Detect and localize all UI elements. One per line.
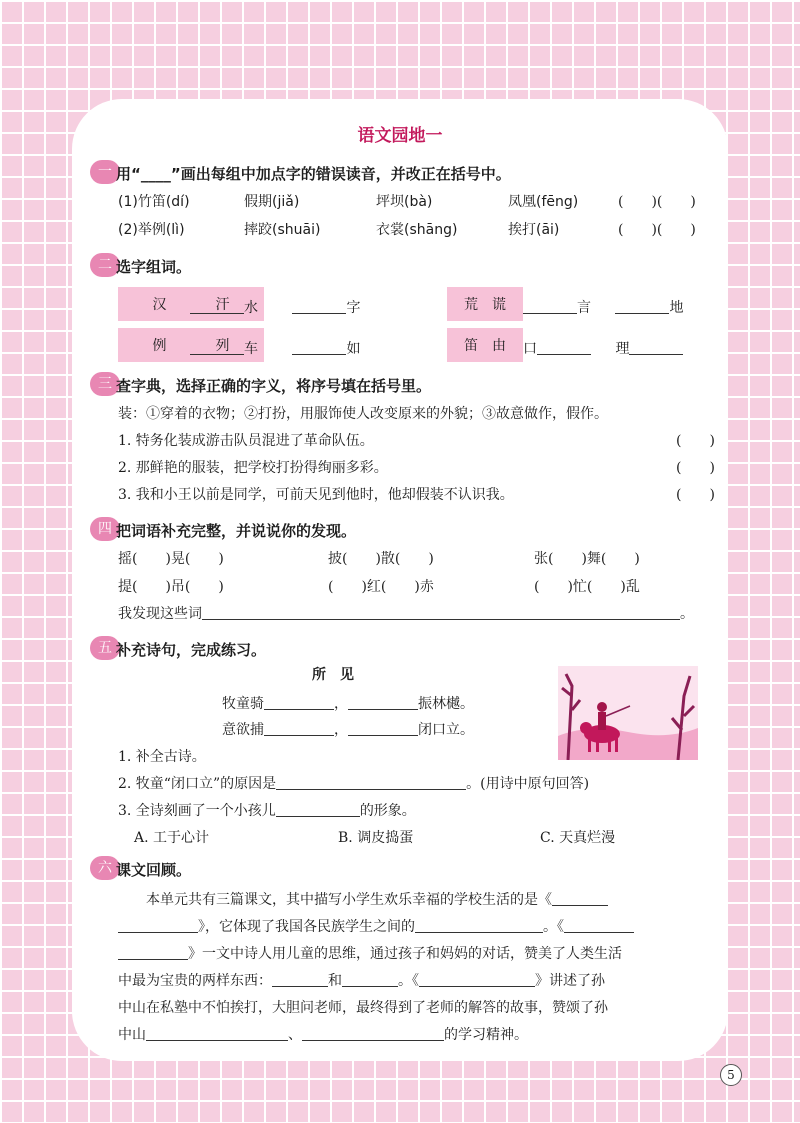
char-option: 笛 <box>464 338 478 354</box>
answer-blank[interactable] <box>552 890 608 906</box>
s4-word-4: 提( )吊( ) <box>118 579 224 595</box>
poem-illustration <box>558 666 698 760</box>
poem-title: 所 见 <box>312 667 354 683</box>
s6-line-2: 》，它体现了我国各民族学生之间的 。《 <box>118 916 634 936</box>
poem-blank[interactable] <box>264 694 334 710</box>
section-title-4: 把词语补充完整，并说说你的发现。 <box>116 522 357 540</box>
poem-line-1: 牧童骑 ， 振林樾。 <box>222 696 474 712</box>
s6-line-5: 中山在私塾中不怕挨打，大胆问老师，最终得到了老师的解答的故事，赞颂了孙 <box>118 1000 608 1016</box>
answer-blank[interactable] <box>276 774 466 790</box>
definition-text: 装：①穿着的衣物；②打扮，用服饰使人改变原来的外貌；③故意做作，假作。 <box>118 406 608 422</box>
s3-answer-paren-3[interactable]: ( ) <box>676 487 715 503</box>
answer-blank[interactable] <box>415 917 543 933</box>
section-number-1: 一 <box>90 160 120 184</box>
page-title: 语文园地一 <box>357 126 443 146</box>
char-option: 由 <box>492 338 506 354</box>
s3-answer-paren-1[interactable]: ( ) <box>676 433 715 449</box>
s5-question-2: 2. 牧童“闭口立”的原因是 。(用诗中原句回答) <box>118 776 590 792</box>
char-option: 荒 <box>464 297 478 313</box>
s6-line-1: 本单元共有三篇课文，其中描写小学生欢乐幸福的学校生活的是《 <box>146 889 608 909</box>
s4-word-1: 摇( )晃( ) <box>118 551 224 567</box>
poem-blank[interactable] <box>348 720 418 736</box>
section-title-6: 课文回顾。 <box>116 861 192 879</box>
s1-answer-paren-1[interactable]: ( )( ) <box>618 194 696 210</box>
answer-blank[interactable] <box>615 298 669 314</box>
answer-blank[interactable] <box>190 298 244 314</box>
s2-group-3: 言 地 <box>523 297 683 317</box>
s5-question-3: 3. 全诗刻画了一个小孩儿 的形象。 <box>118 803 416 819</box>
s1-item-6: 摔跤(shuāi) <box>244 222 321 238</box>
s4-word-2: 披( )散( ) <box>328 551 434 567</box>
char-option: 谎 <box>492 297 506 313</box>
s2-group-1: 水 字 <box>190 297 360 317</box>
answer-blank[interactable] <box>276 801 360 817</box>
poem-blank[interactable] <box>348 694 418 710</box>
answer-blank[interactable] <box>292 339 346 355</box>
char-option: 列 <box>215 338 230 354</box>
poem-blank[interactable] <box>264 720 334 736</box>
answer-blank[interactable] <box>342 971 398 987</box>
s3-sentence-3: 3. 我和小王以前是同学，可前天见到他时，他却假装不认识我。 <box>118 487 514 503</box>
answer-blank[interactable] <box>190 339 244 355</box>
s6-line-3: 》一文中诗人用儿童的思维，通过孩子和妈妈的对话，赞美了人类生活 <box>118 943 622 963</box>
option-a[interactable]: A. 工于心计 <box>134 830 210 846</box>
s2-group-2: 车 如 <box>190 338 360 358</box>
answer-blank[interactable] <box>419 971 535 987</box>
s1-item-1: (1)竹笛(dí) <box>118 194 190 210</box>
option-b[interactable]: B. 调皮捣蛋 <box>338 830 414 846</box>
page-number: 5 <box>720 1064 742 1086</box>
s6-line-4: 中最为宝贵的两样东西： 和 。《 》讲述了孙 <box>118 973 605 989</box>
answer-blank[interactable] <box>146 1025 288 1041</box>
s3-answer-paren-2[interactable]: ( ) <box>676 460 715 476</box>
s4-word-3: 张( )舞( ) <box>534 551 640 567</box>
s1-item-3: 坪坝(bà) <box>376 194 433 210</box>
section-title-2: 选字组词。 <box>116 258 192 276</box>
s1-answer-paren-2[interactable]: ( )( ) <box>618 222 696 238</box>
s4-word-5: ( )红( )赤 <box>328 579 434 595</box>
section-title-3: 查字典，选择正确的字义，将序号填在括号里。 <box>116 377 432 395</box>
s1-item-4: 凤凰(fēng) <box>508 194 579 210</box>
answer-blank[interactable] <box>564 917 634 933</box>
s6-line-6: 中山 、 的学习精神。 <box>118 1027 528 1043</box>
section-number-4: 四 <box>90 517 120 541</box>
discovery-blank[interactable] <box>202 604 680 620</box>
section-number-6: 六 <box>90 856 120 880</box>
poem-line-2: 意欲捕 ， 闭口立。 <box>222 722 474 738</box>
answer-blank[interactable] <box>537 339 591 355</box>
char-box-3 <box>447 287 523 321</box>
answer-blank[interactable] <box>292 298 346 314</box>
section-number-3: 三 <box>90 372 120 396</box>
s3-sentence-2: 2. 那鲜艳的服装，把学校打扮得绚丽多彩。 <box>118 460 388 476</box>
s2-group-4: 口 理 <box>523 338 683 358</box>
answer-blank[interactable] <box>523 298 577 314</box>
s1-item-8: 挨打(āi) <box>508 222 560 238</box>
s5-question-1: 1. 补全古诗。 <box>118 749 206 765</box>
section-title-1: 用“____”画出每组中加点字的错误读音，并改正在括号中。 <box>116 165 511 183</box>
s4-word-6: ( )忙( )乱 <box>534 579 640 595</box>
answer-blank[interactable] <box>629 339 683 355</box>
char-option: 汗 <box>215 297 230 313</box>
answer-blank[interactable] <box>302 1025 444 1041</box>
char-option: 例 <box>152 338 167 354</box>
s1-item-2: 假期(jiǎ) <box>244 194 300 210</box>
s1-item-7: 衣裳(shāng) <box>376 222 458 238</box>
s1-item-5: (2)举例(lì) <box>118 222 185 238</box>
char-box-4 <box>447 328 523 362</box>
section-number-2: 二 <box>90 253 120 277</box>
answer-blank[interactable] <box>118 944 188 960</box>
section-title-5: 补充诗句，完成练习。 <box>116 641 267 659</box>
option-c[interactable]: C. 天真烂漫 <box>540 830 616 846</box>
section-number-5: 五 <box>90 636 120 660</box>
s4-discovery: 我发现这些词 。 <box>118 606 694 622</box>
answer-blank[interactable] <box>272 971 328 987</box>
s3-sentence-1: 1. 特务化装成游击队员混进了革命队伍。 <box>118 433 374 449</box>
answer-blank[interactable] <box>118 917 198 933</box>
char-option: 汉 <box>152 297 167 313</box>
